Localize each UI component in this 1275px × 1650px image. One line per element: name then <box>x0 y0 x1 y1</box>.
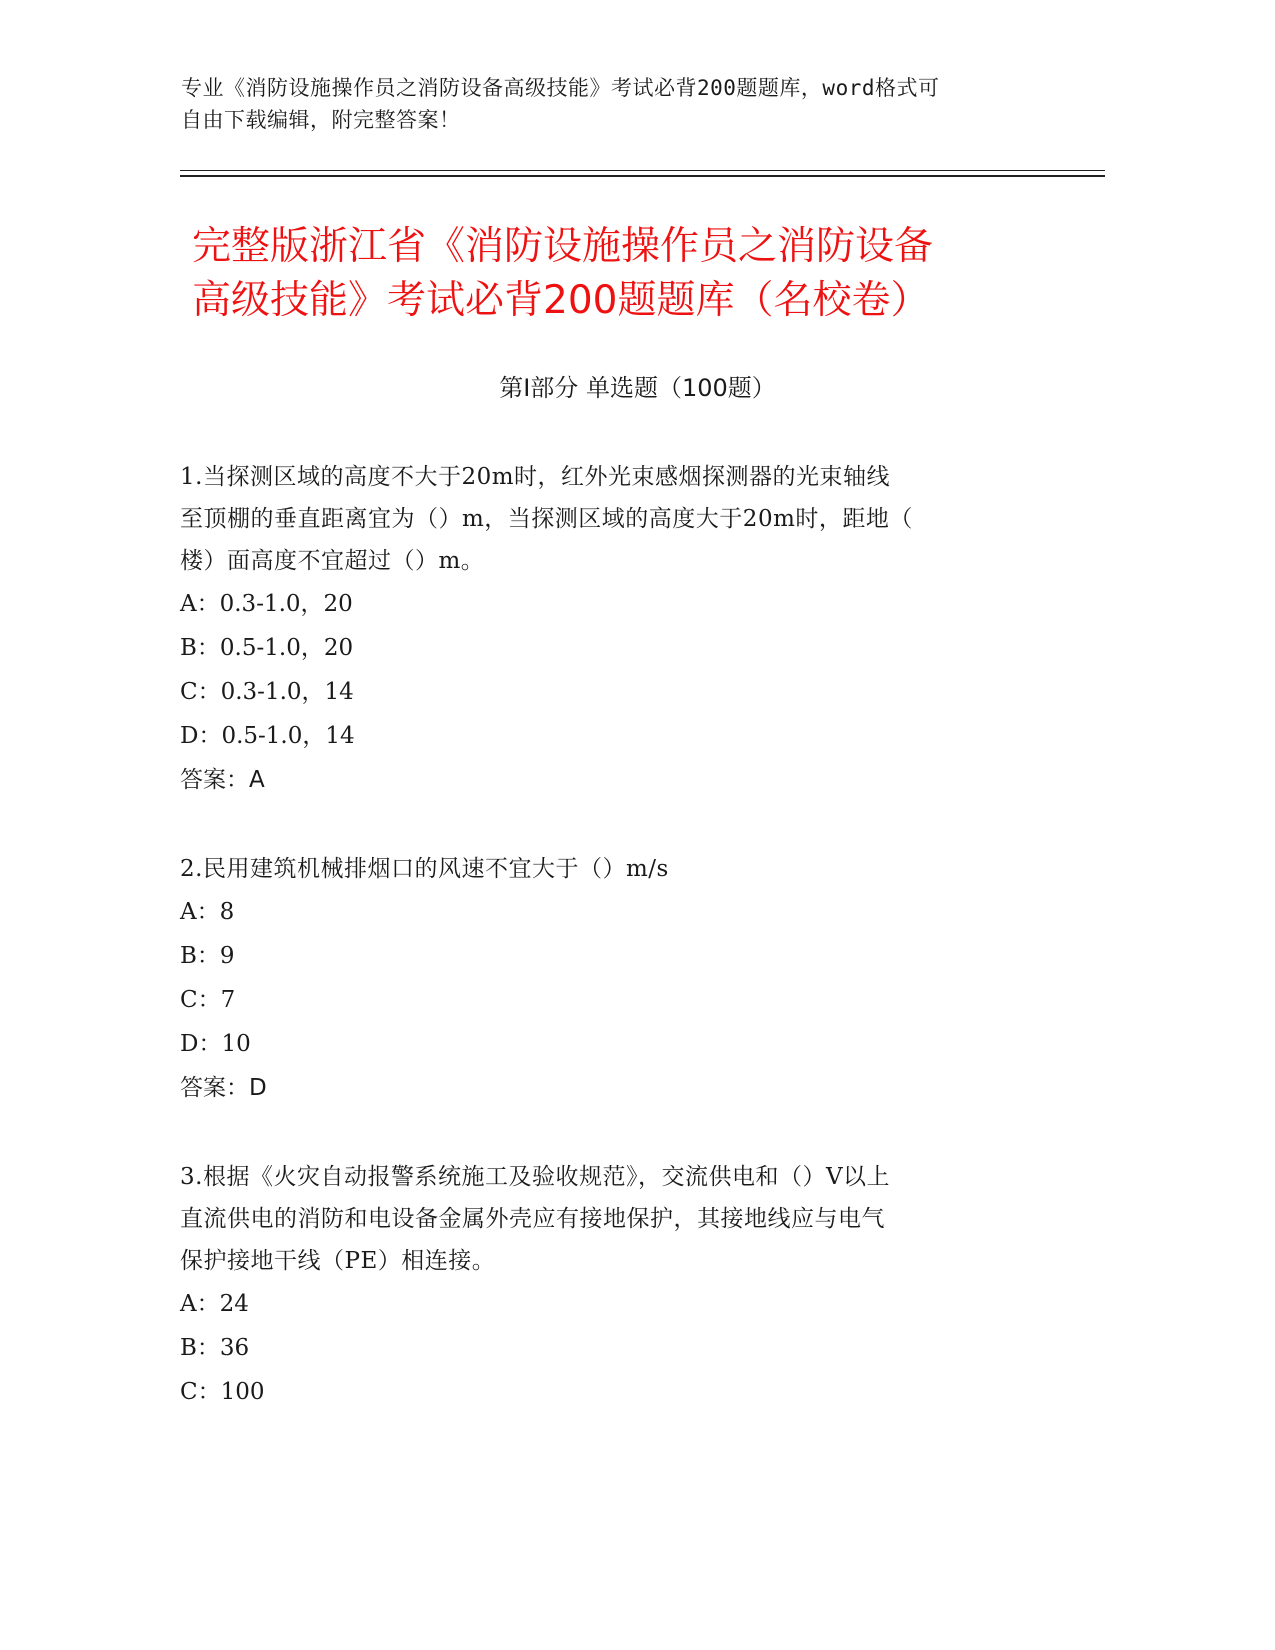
question-1 <box>180 456 1040 802</box>
question-text-line: 保护接地干线（PE）相连接。 <box>180 1248 496 1274</box>
title-line-1: 完整版浙江省《消防设施操作员之消防设备 <box>192 224 934 269</box>
question-text-line: 至顶棚的垂直距离宜为（）m，当探测区域的高度大于20m时，距地（ <box>180 506 913 532</box>
answer-line: 答案：D <box>180 1075 267 1101</box>
question-text <box>180 848 1040 890</box>
option-a: A：0.3-1.0，20 <box>180 591 353 617</box>
document-title <box>192 220 1072 328</box>
question-text <box>180 1156 1040 1282</box>
option-d: D：10 <box>180 1031 251 1057</box>
option-b: B：36 <box>180 1335 250 1361</box>
question-3 <box>180 1156 1040 1414</box>
question-text <box>180 456 1040 582</box>
document-intro <box>181 72 1041 136</box>
question-text-line: 楼）面高度不宜超过（）m。 <box>180 548 485 574</box>
answer-line: 答案：A <box>180 767 265 793</box>
option-c: C：100 <box>180 1379 265 1405</box>
option-b: B：0.5-1.0，20 <box>180 635 354 661</box>
option-b: B：9 <box>180 943 235 969</box>
option-a: A：24 <box>180 1291 249 1317</box>
intro-line-2: 自由下载编辑，附完整答案！ <box>181 108 461 132</box>
option-d: D：0.5-1.0，14 <box>180 723 355 749</box>
question-text-line: 2.民用建筑机械排烟口的风速不宜大于（）m/s <box>180 856 669 882</box>
question-2 <box>180 848 1040 1110</box>
question-text-line: 直流供电的消防和电设备金属外壳应有接地保护，其接地线应与电气 <box>180 1206 885 1232</box>
question-list <box>180 456 1040 1460</box>
section-heading: 第Ⅰ部分 单选题（100题） <box>499 374 776 402</box>
option-c: C：0.3-1.0，14 <box>180 679 354 705</box>
option-a: A：8 <box>180 899 235 925</box>
question-text-line: 3.根据《火灾自动报警系统施工及验收规范》，交流供电和（）V以上 <box>180 1164 891 1190</box>
option-c: C：7 <box>180 987 236 1013</box>
header-divider-top <box>180 170 1105 171</box>
header-divider-bottom <box>180 175 1105 177</box>
intro-line-1: 专业《消防设施操作员之消防设备高级技能》考试必背200题题库，word格式可 <box>181 76 940 100</box>
question-text-line: 1.当探测区域的高度不大于20m时，红外光束感烟探测器的光束轴线 <box>180 464 891 490</box>
title-line-2: 高级技能》考试必背200题题库（名校卷） <box>192 278 930 323</box>
